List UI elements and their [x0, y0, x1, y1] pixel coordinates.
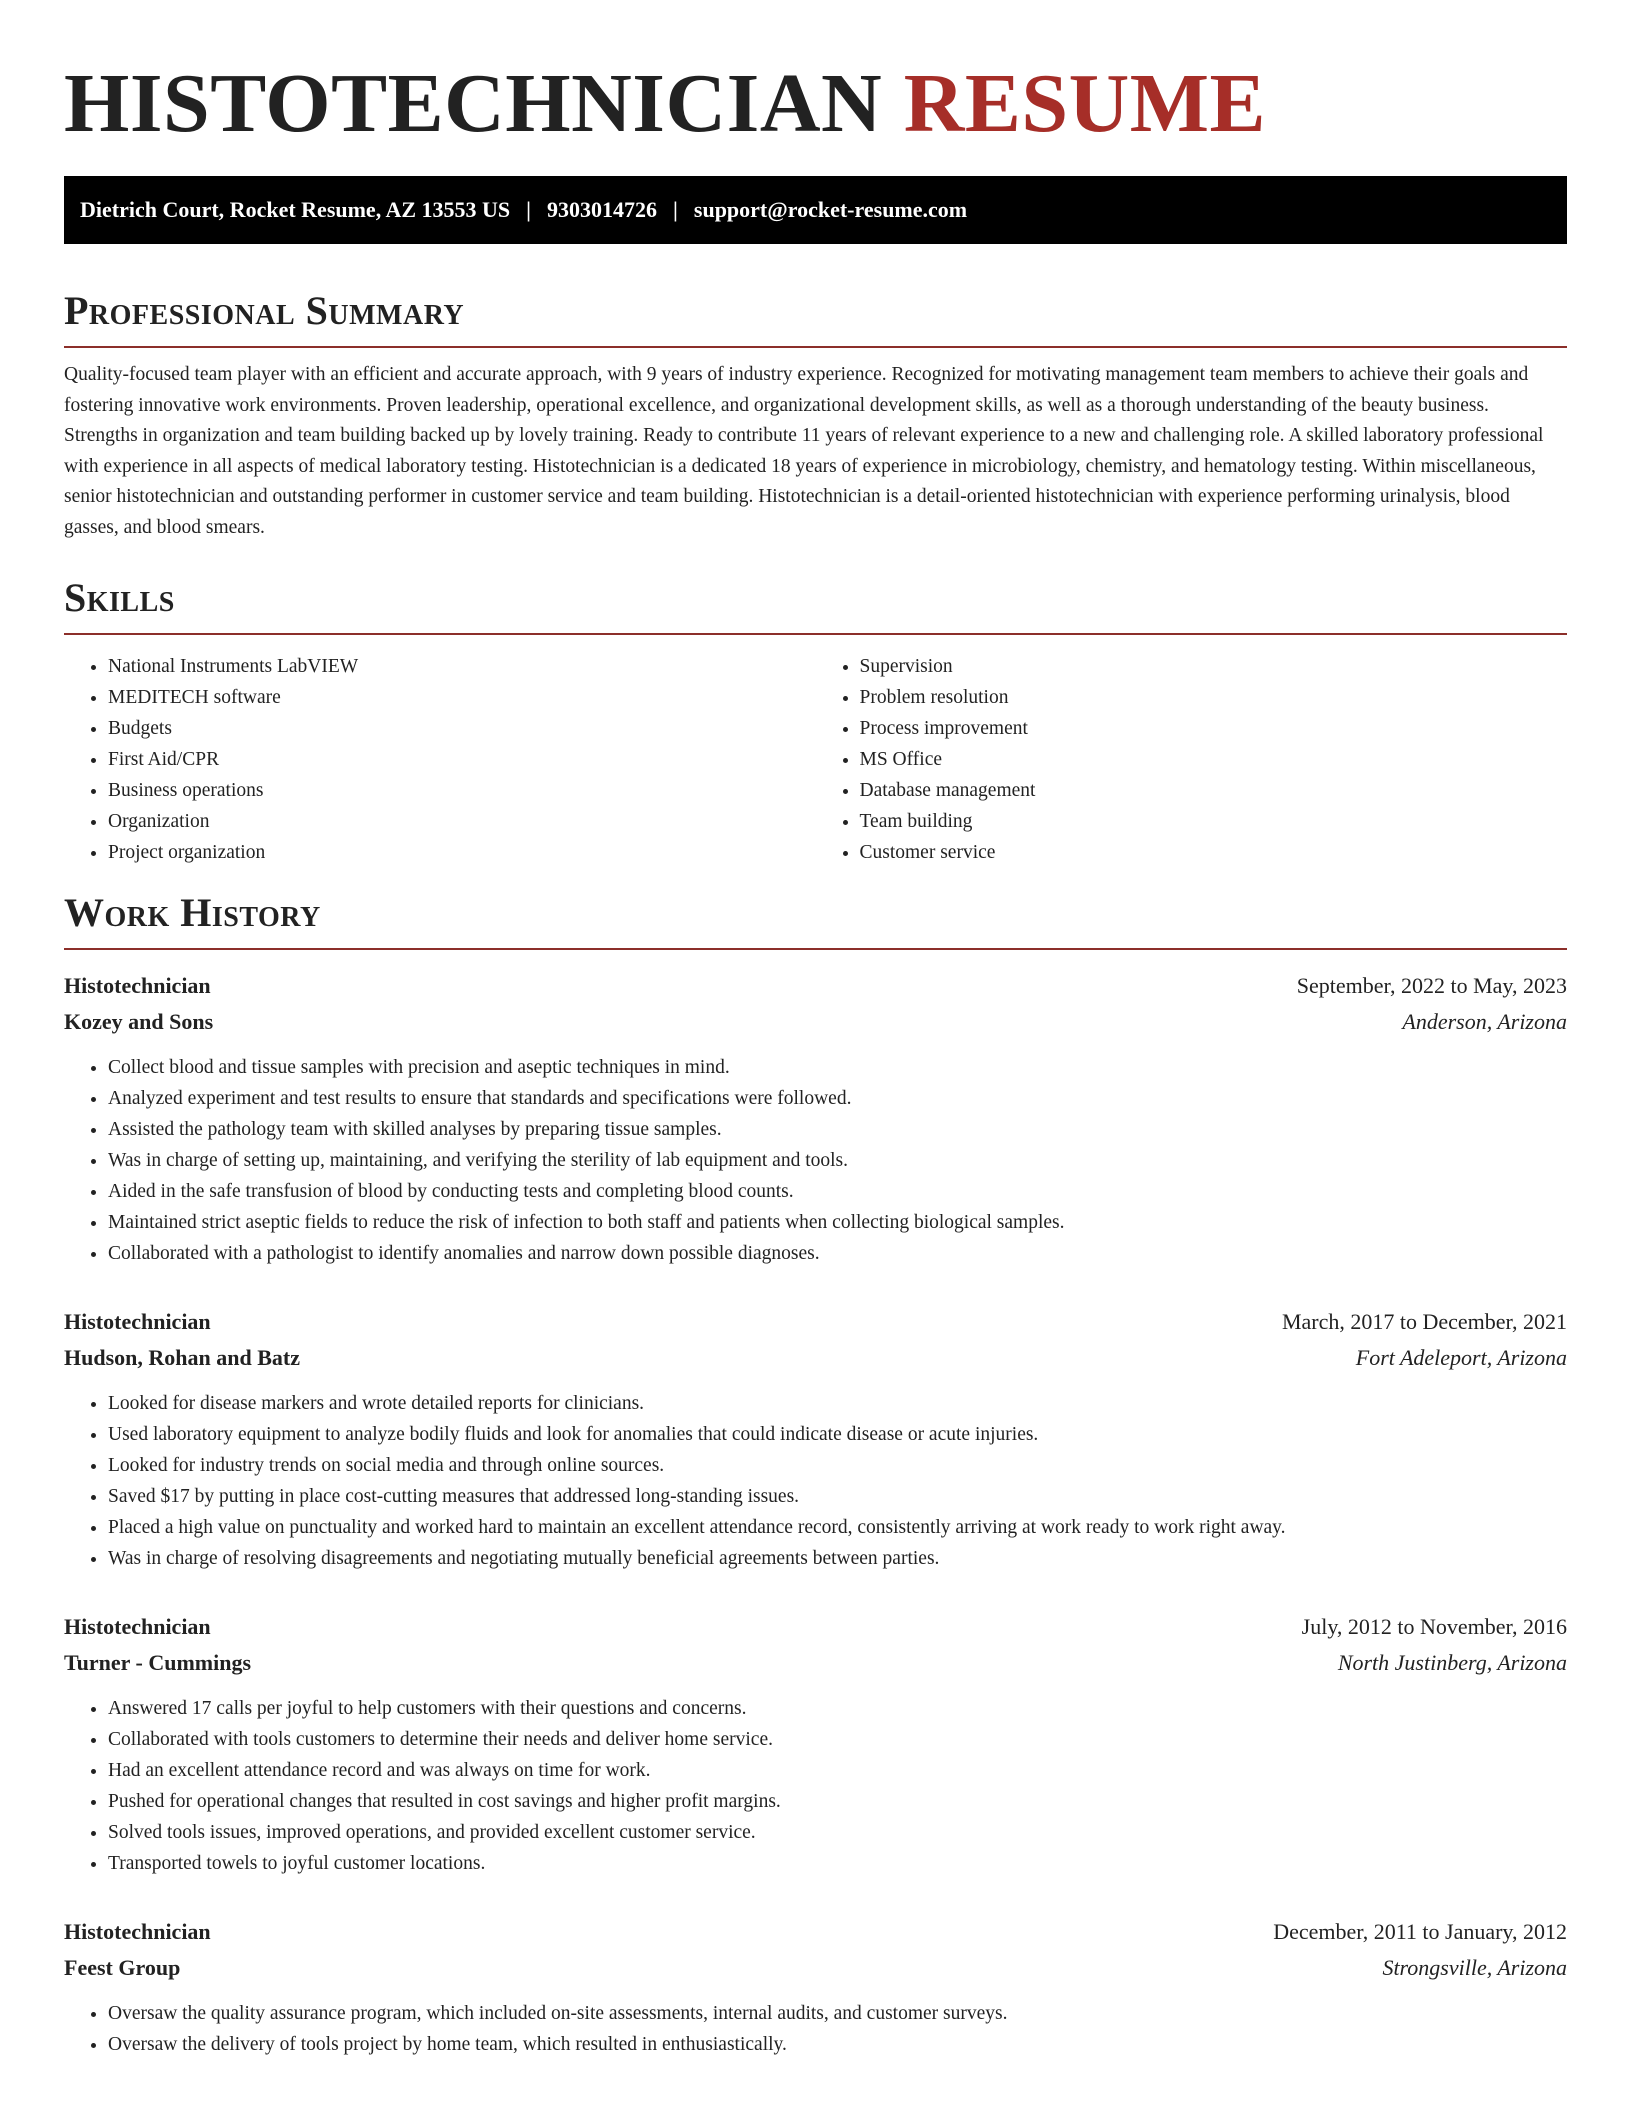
job-company-row [64, 1645, 1567, 1681]
job-company: Hudson, Rohan and Batz [64, 1345, 300, 1370]
job-title: Histotechnician [64, 973, 211, 998]
job-bullet: • Oversaw the delivery of tools project by home team, which resulted in enthusiastically. [108, 2029, 1567, 2060]
skill-item: • Problem resolution [860, 682, 1568, 713]
skill-item: • Database management [860, 775, 1568, 806]
summary-heading: Professional Summary [64, 286, 1567, 348]
skill-item: • Team building [860, 806, 1568, 837]
skill-item: • Customer service [860, 837, 1568, 868]
skill-item: • Process improvement [860, 713, 1568, 744]
skill-item: • Organization [108, 806, 816, 837]
job-entry [64, 968, 1567, 1269]
skills-columns [64, 651, 1567, 868]
job-bullet: • Maintained strict aseptic fields to reduce the risk of infection to both staff and patients when collecting biological samples. [108, 1207, 1567, 1238]
resume-page [64, 56, 1567, 2060]
job-company: Kozey and Sons [64, 1009, 214, 1034]
job-bullet: • Solved tools issues, improved operations, and provided excellent customer service. [108, 1817, 1567, 1848]
job-location: Strongsville, Arizona [1382, 1955, 1567, 1980]
title-accent: RESUME [903, 57, 1267, 150]
job-title: Histotechnician [64, 1614, 211, 1639]
skills-list-right [816, 651, 1568, 868]
job-title: Histotechnician [64, 1919, 211, 1944]
job-bullet-list [64, 1998, 1567, 2060]
skill-item: • National Instruments LabVIEW [108, 651, 816, 682]
job-list [64, 968, 1567, 2060]
job-company-row [64, 1340, 1567, 1376]
job-location: Fort Adeleport, Arizona [1355, 1345, 1567, 1370]
job-company-row [64, 1004, 1567, 1040]
job-bullet-list [64, 1388, 1567, 1574]
job-dates: March, 2017 to December, 2021 [1281, 1309, 1567, 1334]
contact-separator: | [673, 197, 678, 222]
job-bullet: • Collaborated with a pathologist to identify anomalies and narrow down possible diagnoses. [108, 1238, 1567, 1269]
job-header-row [64, 1914, 1567, 1950]
job-bullet: • Pushed for operational changes that resulted in cost savings and higher profit margins. [108, 1786, 1567, 1817]
skill-item: • Business operations [108, 775, 816, 806]
job-bullet: • Assisted the pathology team with skilled analyses by preparing tissue samples. [108, 1114, 1567, 1145]
contact-address: Dietrich Court, Rocket Resume, AZ 13553 US [80, 197, 511, 222]
job-dates: September, 2022 to May, 2023 [1296, 973, 1567, 998]
contact-bar [64, 176, 1567, 244]
skill-item: • MS Office [860, 744, 1568, 775]
title-main: HISTOTECHNICIAN [64, 57, 883, 150]
skill-item: • MEDITECH software [108, 682, 816, 713]
skill-item: • Budgets [108, 713, 816, 744]
job-bullet: • Analyzed experiment and test results to ensure that standards and specifications were followed. [108, 1083, 1567, 1114]
job-bullet: • Collaborated with tools customers to determine their needs and deliver home service. [108, 1724, 1567, 1755]
resume-title [64, 56, 1567, 152]
job-location: North Justinberg, Arizona [1337, 1650, 1567, 1675]
summary-text: Quality-focused team player with an efficient and accurate approach, with 9 years of industry experience. Recognized for motivating management team members to achieve their goals and fostering innovative work environments. Proven leadership, operational excellence, and organizational development skills, as well as a thorough understanding of the beauty business. Strengths in organization and team building backed up by lovely training. Ready to contribute 11 years of relevant experience to a new and challenging role. A skilled laboratory professional with experience in all aspects of medical laboratory testing. Histotechnician is a dedicated 18 years of experience in microbiology, chemistry, and hematology testing. Within miscellaneous, senior histotechnician and outstanding performer in customer service and team building. Histotechnician is a detail-oriented histotechnician with experience performing urinalysis, blood gasses, and blood smears. [64, 364, 1544, 538]
work-history-heading: Work History [64, 888, 1567, 950]
skill-item: • Project organization [108, 837, 816, 868]
job-bullet: • Oversaw the quality assurance program, which included on-site assessments, internal audits, and customer surveys. [108, 1998, 1567, 2029]
job-bullet-list [64, 1052, 1567, 1269]
job-bullet: • Looked for disease markers and wrote detailed reports for clinicians. [108, 1388, 1567, 1419]
job-entry [64, 1914, 1567, 2060]
job-bullet: • Had an excellent attendance record and was always on time for work. [108, 1755, 1567, 1786]
job-bullet: • Used laboratory equipment to analyze bodily fluids and look for anomalies that could indicate disease or acute injuries. [108, 1419, 1567, 1450]
contact-phone: 9303014726 [547, 197, 658, 222]
job-bullet: • Was in charge of setting up, maintaining, and verifying the sterility of lab equipment and tools. [108, 1145, 1567, 1176]
job-entry [64, 1609, 1567, 1879]
contact-email: support@rocket-resume.com [693, 197, 968, 222]
job-bullet-list [64, 1693, 1567, 1879]
job-company: Turner - Cummings [64, 1650, 252, 1675]
job-bullet: • Saved $17 by putting in place cost-cutting measures that addressed long-standing issues. [108, 1481, 1567, 1512]
skills-list-left [64, 651, 816, 868]
job-bullet: • Transported towels to joyful customer locations. [108, 1848, 1567, 1879]
job-bullet: • Placed a high value on punctuality and worked hard to maintain an excellent attendance record, consistently arriving at work ready to work right away. [108, 1512, 1567, 1543]
skill-item: • First Aid/CPR [108, 744, 816, 775]
job-bullet: • Looked for industry trends on social media and through online sources. [108, 1450, 1567, 1481]
skills-section [64, 573, 1567, 868]
job-header-row [64, 968, 1567, 1004]
skill-item: • Supervision [860, 651, 1568, 682]
job-bullet: • Collect blood and tissue samples with precision and aseptic techniques in mind. [108, 1052, 1567, 1083]
job-header-row [64, 1609, 1567, 1645]
work-history-section [64, 888, 1567, 2060]
job-bullet: • Aided in the safe transfusion of blood by conducting tests and completing blood counts. [108, 1176, 1567, 1207]
job-company-row [64, 1950, 1567, 1986]
summary-section [64, 286, 1567, 543]
job-entry [64, 1304, 1567, 1574]
job-bullet: • Was in charge of resolving disagreements and negotiating mutually beneficial agreements between parties. [108, 1543, 1567, 1574]
skills-heading: Skills [64, 573, 1567, 635]
job-location: Anderson, Arizona [1402, 1009, 1567, 1034]
contact-separator: | [526, 197, 532, 222]
job-dates: December, 2011 to January, 2012 [1273, 1919, 1567, 1944]
job-company: Feest Group [64, 1955, 181, 1980]
job-title: Histotechnician [64, 1309, 211, 1334]
job-bullet: • Answered 17 calls per joyful to help customers with their questions and concerns. [108, 1693, 1567, 1724]
job-header-row [64, 1304, 1567, 1340]
job-dates: July, 2012 to November, 2016 [1301, 1614, 1567, 1639]
